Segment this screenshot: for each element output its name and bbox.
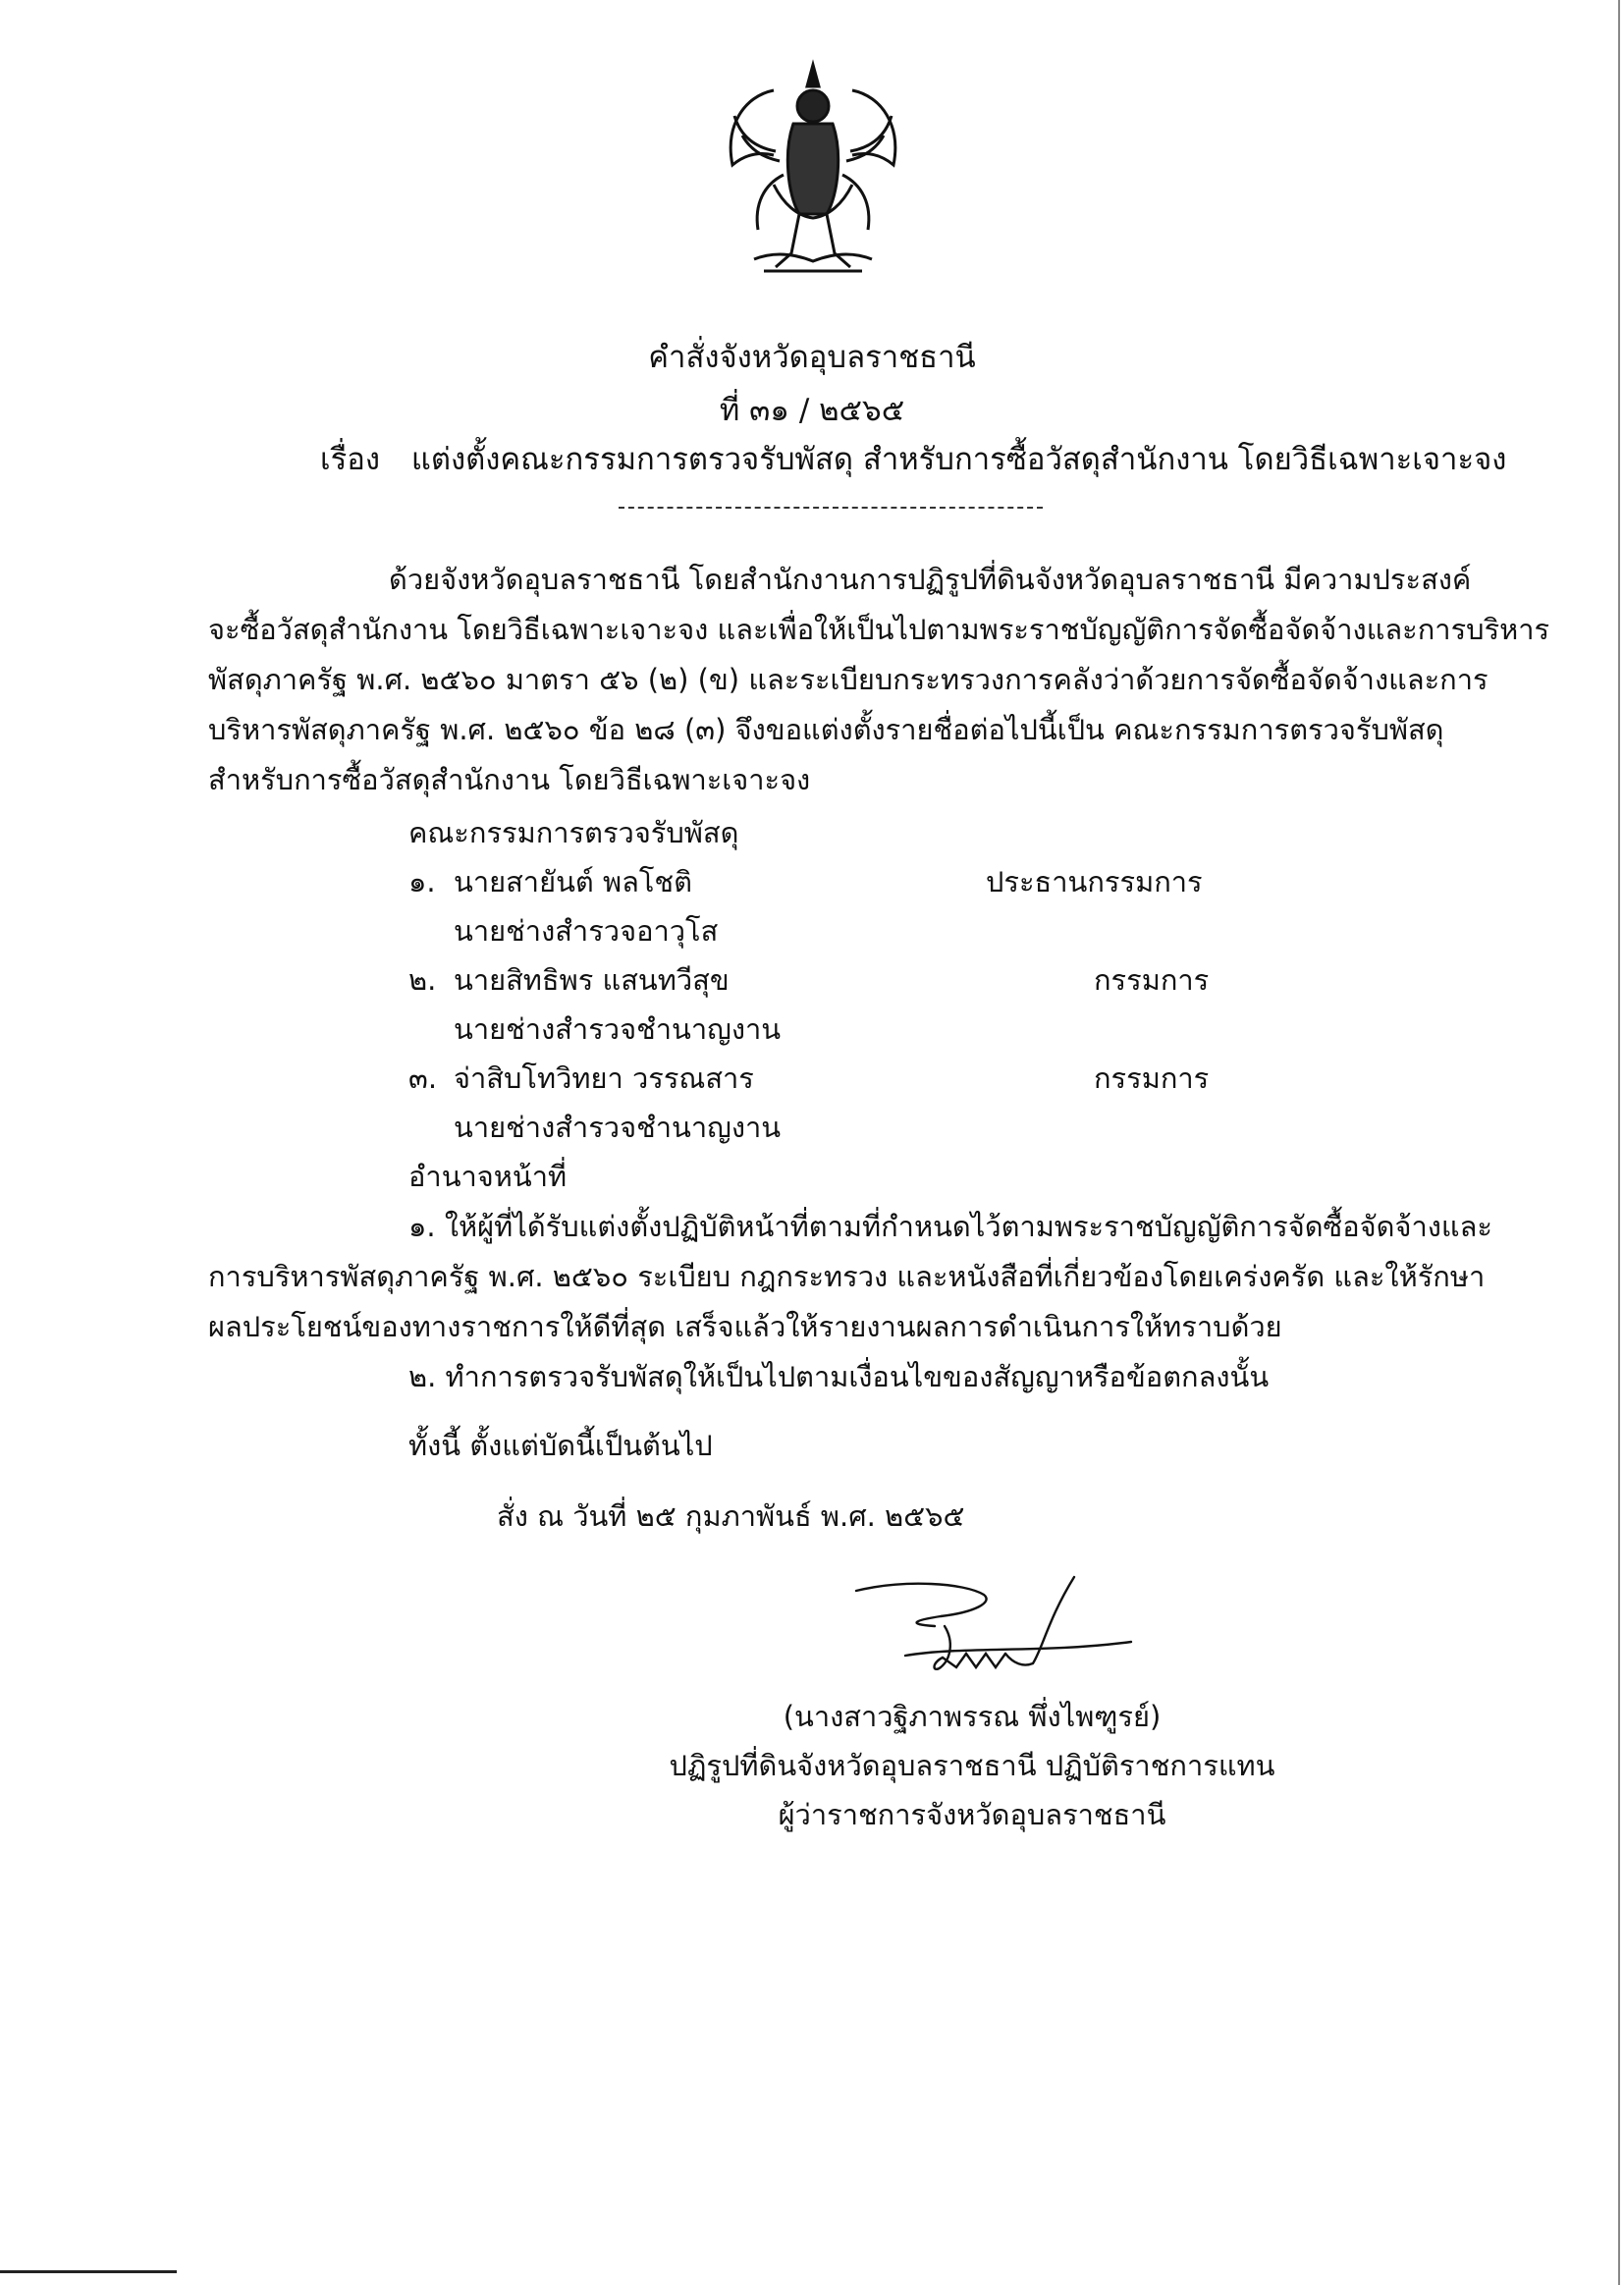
member-position: นายช่างสำรวจชำนาญงาน xyxy=(454,1012,782,1046)
paragraph-line: สำหรับการซื้อวัสดุสำนักงาน โดยวิธีเฉพาะเจาะจง xyxy=(208,763,811,796)
member-row xyxy=(408,1057,754,1100)
member-role: ประธานกรรมการ xyxy=(986,865,1203,898)
subject-label: เรื่อง xyxy=(320,442,381,477)
document-title: คำสั่งจังหวัดอุบลราชธานี xyxy=(648,340,976,375)
effective-statement: ทั้งนี้ ตั้งแต่บัดนี้เป็นต้นไป xyxy=(408,1429,713,1462)
signatory-title-line: ผู้ว่าราชการจังหวัดอุบลราชธานี xyxy=(778,1798,1166,1831)
member-number: ๒. xyxy=(408,963,437,997)
paragraph-line: พัสดุภาครัฐ พ.ศ. ๒๕๖๐ มาตรา ๕๖ (๒) (ข) และระเบียบกระทรวงการคลังว่าด้วยการจัดซื้อจัดจ้างและการ xyxy=(208,663,1489,696)
scan-edge-mark xyxy=(1618,0,1620,2285)
order-date: สั่ง ณ วันที่ ๒๕ กุมภาพันธ์ พ.ศ. ๒๕๖๕ xyxy=(497,1499,965,1533)
paragraph-line: ด้วยจังหวัดอุบลราชธานี โดยสำนักงานการปฏิรูปที่ดินจังหวัดอุบลราชธานี มีความประสงค์ xyxy=(389,563,1472,596)
paragraph-line: จะซื้อวัสดุสำนักงาน โดยวิธีเฉพาะเจาะจง และเพื่อให้เป็นไปตามพระราชบัญญัติการจัดซื้อจัดจ้างและการบริหาร xyxy=(208,613,1550,646)
garuda-emblem xyxy=(715,57,911,285)
order-number: ที่ ๓๑ / ๒๕๖๕ xyxy=(719,393,905,428)
member-role: กรรมการ xyxy=(1094,963,1210,997)
signatory-title-line: ปฏิรูปที่ดินจังหวัดอุบลราชธานี ปฏิบัติราชการแทน xyxy=(669,1749,1275,1782)
duty-line: ๑. ให้ผู้ที่ได้รับแต่งตั้งปฏิบัติหน้าที่ตามที่กำหนดไว้ตามพระราชบัญญัติการจัดซื้อจัดจ้างและ xyxy=(408,1210,1492,1243)
subject-text: แต่งตั้งคณะกรรมการตรวจรับพัสดุ สำหรับการซื้อวัสดุสำนักงาน โดยวิธีเฉพาะเจาะจง xyxy=(410,442,1507,477)
duty-line: การบริหารพัสดุภาครัฐ พ.ศ. ๒๕๖๐ ระเบียบ กฎกระทรวง และหนังสือที่เกี่ยวข้องโดยเคร่งครัด และให้รักษา xyxy=(208,1260,1486,1293)
duty-line: ผลประโยชน์ของทางราชการให้ดีที่สุด เสร็จแล้วให้รายงานผลการดำเนินการให้ทราบด้วย xyxy=(208,1310,1282,1343)
duties-heading: อำนาจหน้าที่ xyxy=(408,1160,568,1193)
handwritten-signature xyxy=(846,1569,1141,1697)
scan-edge-mark xyxy=(0,2270,177,2273)
member-name: นายสายันต์ พลโชติ xyxy=(454,865,692,898)
member-number: ๑. xyxy=(408,865,436,898)
subject-line xyxy=(320,438,1506,481)
member-row xyxy=(408,860,692,903)
member-name: จ่าสิบโทวิทยา วรรณสาร xyxy=(454,1061,754,1095)
separator-line xyxy=(619,507,1043,509)
member-position: นายช่างสำรวจอาวุโส xyxy=(454,914,719,948)
member-number: ๓. xyxy=(408,1061,438,1095)
committee-heading: คณะกรรมการตรวจรับพัสดุ xyxy=(408,816,739,849)
member-row xyxy=(408,958,730,1002)
member-role: กรรมการ xyxy=(1094,1061,1210,1095)
paragraph-line: บริหารพัสดุภาครัฐ พ.ศ. ๒๕๖๐ ข้อ ๒๘ (๓) จึงขอแต่งตั้งรายชื่อต่อไปนี้เป็น คณะกรรมการตรวจรับพัสดุ xyxy=(208,713,1444,746)
member-name: นายสิทธิพร แสนทวีสุข xyxy=(454,963,730,997)
signatory-name: (นางสาวฐิภาพรรณ พึ่งไพฑูรย์) xyxy=(783,1700,1162,1733)
member-position: นายช่างสำรวจชำนาญงาน xyxy=(454,1111,782,1144)
duty-line: ๒. ทำการตรวจรับพัสดุให้เป็นไปตามเงื่อนไขของสัญญาหรือข้อตกลงนั้น xyxy=(408,1360,1270,1393)
